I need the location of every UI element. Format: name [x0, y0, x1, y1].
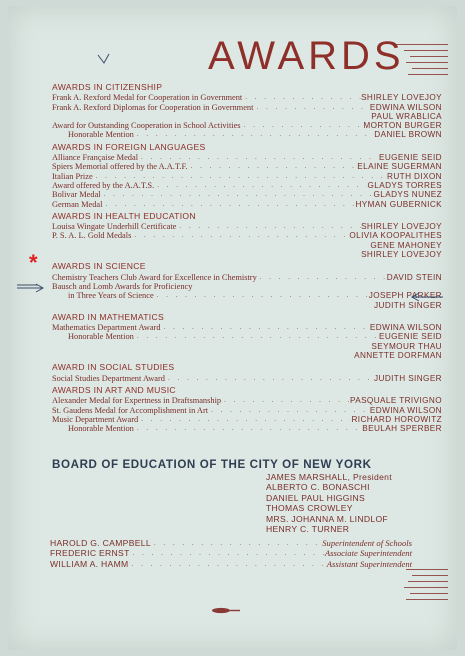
board-heading: BOARD OF EDUCATION OF THE CITY OF NEW YORK: [52, 458, 372, 471]
award-recipient: SEYMOUR THAU: [371, 341, 442, 351]
award-row: [52, 374, 442, 383]
folio-ornament: [210, 607, 242, 614]
award-title: Alexander Medal for Expertness in Draftsmanship: [52, 396, 222, 406]
award-recipient: EDWINA WILSON: [369, 323, 442, 333]
board-member: ALBERTO C. BONASCHI: [266, 482, 370, 493]
leader-dots: [154, 181, 367, 190]
award-title: Frank A. Rexford Medal for Cooperation in Government: [52, 93, 243, 103]
award-row: [52, 190, 442, 199]
section-heading: AWARD IN MATHEMATICS: [52, 311, 164, 322]
award-row: [52, 291, 442, 300]
document-page: [8, 6, 457, 650]
award-title: Chemistry Teachers Club Award for Excellence in Chemistry: [52, 272, 257, 282]
pen-check-mark-icon: [96, 52, 112, 66]
award-section: [52, 212, 442, 259]
award-row: [52, 93, 442, 102]
award-row: [52, 231, 442, 240]
leader-dots: [134, 424, 362, 433]
award-row: [52, 332, 442, 341]
award-row: [52, 424, 442, 433]
leader-dots: [253, 103, 369, 112]
award-row: [52, 406, 442, 415]
award-title: Mathematics Department Award: [52, 323, 161, 333]
award-row: [52, 103, 442, 112]
award-recipient: PASQUALE TRIVIGNO: [349, 396, 442, 406]
leader-dots: [208, 406, 370, 415]
pen-arrow-right-icon: [16, 282, 46, 294]
award-title: in Three Years of Science: [68, 291, 154, 301]
award-recipient: BEULAH SPERBER: [362, 424, 442, 434]
award-recipient: MORTON BURGER: [363, 121, 442, 131]
award-row: [52, 282, 442, 291]
award-title: Award for Outstanding Cooperation in School Activities: [52, 121, 241, 131]
award-title: Social Studies Department Award: [52, 373, 165, 383]
award-row: [52, 162, 442, 171]
award-section: [52, 386, 442, 433]
section-heading: AWARDS IN HEALTH EDUCATION: [52, 210, 196, 221]
leader-dots: [131, 231, 349, 240]
award-section: [52, 143, 442, 209]
leader-dots: [241, 121, 364, 130]
leader-dots: [130, 548, 325, 558]
award-recipient: GLADYS TORRES: [367, 180, 442, 190]
award-recipient: SHIRLEY LOVEJOY: [361, 93, 442, 103]
leader-dots: [138, 415, 351, 424]
leader-dots: [257, 273, 387, 282]
leader-dots: [151, 538, 322, 548]
superintendent-name: WILLIAM A. HAMM: [50, 558, 129, 569]
award-row: [52, 181, 442, 190]
award-recipient: HYMAN GUBERNICK: [355, 199, 442, 209]
award-section: [52, 363, 442, 383]
award-recipient: OLIVIA KOOPALITHES: [349, 231, 442, 241]
award-row: [52, 323, 442, 332]
board-members: [266, 472, 392, 534]
leader-dots: [221, 396, 350, 405]
board-member: HENRY C. TURNER: [266, 524, 350, 535]
award-row: [52, 222, 442, 231]
board-member: THOMAS CROWLEY: [266, 503, 353, 514]
award-section: [52, 262, 442, 309]
red-asterisk-mark: *: [29, 250, 38, 275]
leader-dots: [102, 200, 355, 209]
award-row: [52, 415, 442, 424]
leader-dots: [188, 162, 358, 171]
award-title: St. Gaudens Medal for Accomplishment in Art: [52, 405, 209, 415]
award-recipient: PAUL WRABLICA: [371, 111, 442, 121]
leader-dots: [134, 130, 374, 139]
award-row: [52, 200, 442, 209]
leader-dots: [154, 291, 369, 300]
award-recipient: EDWINA WILSON: [369, 405, 442, 415]
superintendent-row: [50, 538, 412, 548]
leader-dots: [165, 374, 374, 383]
award-title: Bausch and Lomb Awards for Proficiency: [52, 281, 193, 291]
pen-arrow-left-icon: [410, 292, 444, 302]
leader-dots: [129, 559, 327, 569]
section-heading: AWARD IN SOCIAL STUDIES: [52, 362, 175, 373]
section-heading: AWARDS IN FOREIGN LANGUAGES: [52, 141, 206, 152]
leader-dots: [242, 93, 361, 102]
award-section: [52, 83, 442, 140]
award-recipient: ANNETTE DORFMAN: [354, 351, 442, 361]
leader-dots: [134, 332, 379, 341]
superintendent-name: FREDERIC ERNST: [50, 548, 130, 559]
award-row: [52, 130, 442, 139]
award-recipient: DAVID STEIN: [386, 272, 442, 282]
award-recipient: JUDITH SINGER: [374, 300, 442, 310]
leader-dots: [138, 153, 379, 162]
superintendent-role: Associate Superintendent: [324, 548, 412, 559]
award-title: Bolivar Medal: [52, 190, 101, 200]
leader-dots: [161, 323, 370, 332]
award-recipient: GLADYS NUNEZ: [373, 190, 442, 200]
award-title: Music Department Award: [52, 414, 139, 424]
award-recipient: ELAINE SUGERMAN: [357, 162, 442, 172]
award-title: Award offered by the A.A.T.S.: [52, 180, 155, 190]
superintendents: [50, 538, 412, 569]
award-title: Spiers Memorial offered by the A.A.T.F.: [52, 162, 188, 172]
leader-dots: [176, 222, 361, 231]
award-title: Honorable Mention: [68, 424, 134, 434]
awards-list: [52, 80, 442, 433]
award-recipient: SHIRLEY LOVEJOY: [361, 222, 442, 232]
award-row: [52, 172, 442, 181]
board-member: DANIEL PAUL HIGGINS: [266, 492, 365, 503]
award-row: [52, 273, 442, 282]
section-heading: AWARDS IN SCIENCE: [52, 261, 146, 272]
award-title: Italian Prize: [52, 171, 93, 181]
award-recipient: EDWINA WILSON: [369, 102, 442, 112]
award-title: German Medal: [52, 199, 103, 209]
award-title: Louisa Wingate Underhill Certificate: [52, 222, 177, 232]
section-heading: AWARDS IN ART AND MUSIC: [52, 384, 176, 395]
award-recipient: GENE MAHONEY: [370, 240, 442, 250]
award-title: Honorable Mention: [68, 130, 134, 140]
superintendent-row: [50, 548, 412, 558]
board-member: JAMES MARSHALL, President: [266, 472, 392, 482]
award-recipient: JUDITH SINGER: [374, 373, 442, 383]
leader-dots: [101, 190, 374, 199]
board-member: MRS. JOHANNA M. LINDLOF: [266, 513, 388, 524]
award-recipient: SHIRLEY LOVEJOY: [361, 250, 442, 260]
award-row: [52, 396, 442, 405]
award-recipient: JOSEPH PARKER: [368, 291, 442, 301]
award-title: Alliance Française Medal: [52, 153, 139, 163]
award-recipient: RUTH DIXON: [387, 171, 442, 181]
section-heading: AWARDS IN CITIZENSHIP: [52, 82, 163, 92]
page-title: AWARDS: [208, 34, 405, 78]
award-title: Frank A. Rexford Diplomas for Cooperation in Government: [52, 102, 254, 112]
award-recipient: DANIEL BROWN: [374, 130, 442, 140]
superintendent-role: Assistant Superintendent: [326, 558, 412, 569]
award-title: P. S. A. L. Gold Medals: [52, 231, 132, 241]
award-recipient: EUGENIE SEID: [378, 153, 442, 163]
award-recipient: EUGENIE SEID: [378, 332, 442, 342]
award-title: Honorable Mention: [68, 332, 134, 342]
leader-dots: [93, 172, 387, 181]
award-row: [52, 153, 442, 162]
award-row: [52, 121, 442, 130]
superintendent-name: HAROLD G. CAMPBELL: [50, 538, 151, 548]
superintendent-role: Superintendent of Schools: [322, 538, 412, 548]
award-section: [52, 313, 442, 360]
superintendent-row: [50, 559, 412, 569]
award-recipient: RICHARD HOROWITZ: [351, 414, 442, 424]
